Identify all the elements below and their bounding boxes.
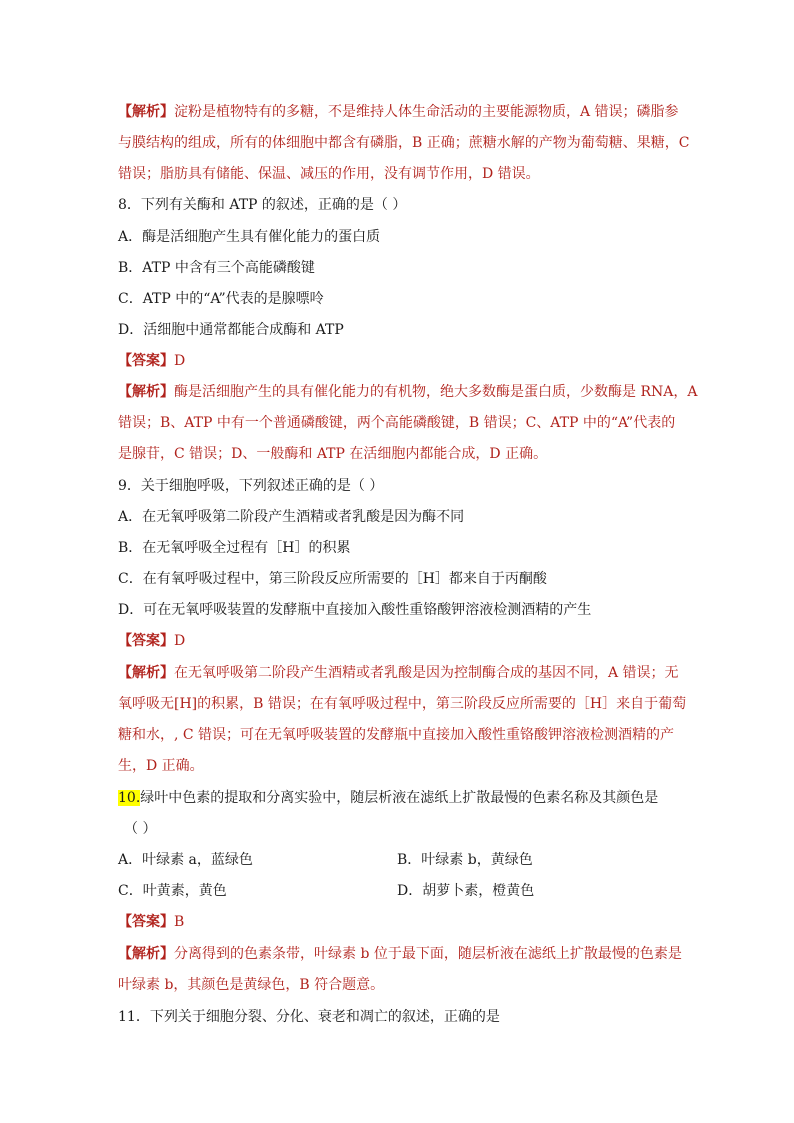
q8-option-c: C．ATP 中的“A”代表的是腺嘌呤 (118, 291, 324, 307)
q9-option-b: B．在无氧呼吸全过程有［H］的积累 (118, 540, 351, 556)
q10-number-highlight: 10. (118, 790, 141, 806)
q8-stem: 8．下列有关酶和 ATP 的叙述，正确的是（ ） (118, 197, 407, 213)
q10-stem (118, 788, 698, 808)
q9-option-a: A．在无氧呼吸第二阶段产生酒精或者乳酸是因为酶不同 (118, 509, 465, 525)
q8-analysis-line-1 (118, 382, 698, 402)
q10-analysis-text-1: 分离得到的色素条带，叶绿素 b 位于最下面，随层析液在滤纸上扩散最慢的色素是 (174, 946, 682, 962)
q9-answer-tag: 【答案】 (118, 633, 174, 649)
q7-analysis-line-2: 与膜结构的组成，所有的体细胞中都含有磷脂，B 正确；蔗糖水解的产物为葡萄糖、果糖，C (118, 135, 690, 151)
q8-answer-tag: 【答案】 (118, 353, 174, 369)
q8-answer-value: D (174, 353, 186, 369)
q10-answer (118, 912, 698, 932)
q7-analysis-text-1: 淀粉是植物特有的多糖，不是维持人体生命活动的主要能源物质，A 错误；磷脂参 (174, 104, 679, 120)
q10-answer-value: B (174, 914, 185, 930)
q10-options-row-2 (118, 881, 698, 901)
q9-stem: 9．关于细胞呼吸，下列叙述正确的是（ ） (118, 478, 384, 494)
q9-answer-value: D (174, 633, 186, 649)
q9-analysis-line-2: 氧呼吸无[H]的积累，B 错误；在有氧呼吸过程中，第三阶段反应所需要的［H］来自于葡萄 (118, 696, 687, 712)
q9-analysis-text-1: 在无氧呼吸第二阶段产生酒精或者乳酸是因为控制酶合成的基因不同，A 错误；无 (174, 665, 679, 681)
q10-answer-tag: 【答案】 (118, 914, 174, 930)
q9-option-d: D．可在无氧呼吸装置的发酵瓶中直接加入酸性重铬酸钾溶液检测酒精的产生 (118, 602, 592, 618)
q11-stem: 11．下列关于细胞分裂、分化、衰老和凋亡的叙述，正确的是 (118, 1009, 500, 1025)
q8-answer (118, 351, 698, 371)
q8-option-b: B．ATP 中含有三个高能磷酸键 (118, 260, 315, 276)
q8-option-a: A．酶是活细胞产生具有催化能力的蛋白质 (118, 229, 381, 245)
q10-option-c: C．叶黄素，黄色 (118, 883, 227, 899)
q8-option-d: D．活细胞中通常都能合成酶和 ATP (118, 322, 344, 338)
q9-answer (118, 631, 698, 651)
q9-analysis-line-3: 糖和水，, C 错误；可在无氧呼吸装置的发酵瓶中直接加入酸性重铬酸钾溶液检测酒精的产 (118, 727, 675, 743)
q10-analysis-tag: 【解析】 (118, 946, 174, 962)
q7-analysis-line-1 (118, 102, 698, 122)
q9-option-c: C．在有氧呼吸过程中，第三阶段反应所需要的［H］都来自于丙酮酸 (118, 571, 547, 587)
q8-analysis-text-1: 酶是活细胞产生的具有催化能力的有机物，绝大多数酶是蛋白质，少数酶是 RNA，A (174, 384, 698, 400)
q7-analysis-line-3: 错误；脂肪具有储能、保温、减压的作用，没有调节作用，D 错误。 (118, 166, 540, 182)
q8-analysis-line-3: 是腺苷，C 错误；D、一般酶和 ATP 在活细胞内都能合成，D 正确。 (118, 446, 548, 462)
q10-option-d: D．胡萝卜素，橙黄色 (397, 883, 535, 899)
q10-stem-text: 绿叶中色素的提取和分离实验中，随层析液在滤纸上扩散最慢的色素名称及其颜色是 (140, 790, 659, 806)
q8-analysis-line-2: 错误；B、ATP 中有一个普通磷酸键，两个高能磷酸键，B 错误；C、ATP 中的“A”代表的 (118, 415, 676, 431)
q10-analysis-line-2: 叶绿素 b，其颜色是黄绿色，B 符合题意。 (118, 977, 385, 993)
q10-option-b: B．叶绿素 b，黄绿色 (397, 852, 533, 868)
q10-analysis-line-1 (118, 944, 698, 964)
q9-analysis-line-1 (118, 663, 698, 683)
q7-analysis-tag: 【解析】 (118, 104, 174, 120)
q10-options-row-1 (118, 850, 698, 870)
q10-stem-tail: （ ） (124, 821, 157, 837)
q9-analysis-line-4: 生，D 正确。 (118, 758, 204, 774)
q9-analysis-tag: 【解析】 (118, 665, 174, 681)
q10-option-a: A．叶绿素 a，蓝绿色 (118, 852, 253, 868)
q8-analysis-tag: 【解析】 (118, 384, 174, 400)
